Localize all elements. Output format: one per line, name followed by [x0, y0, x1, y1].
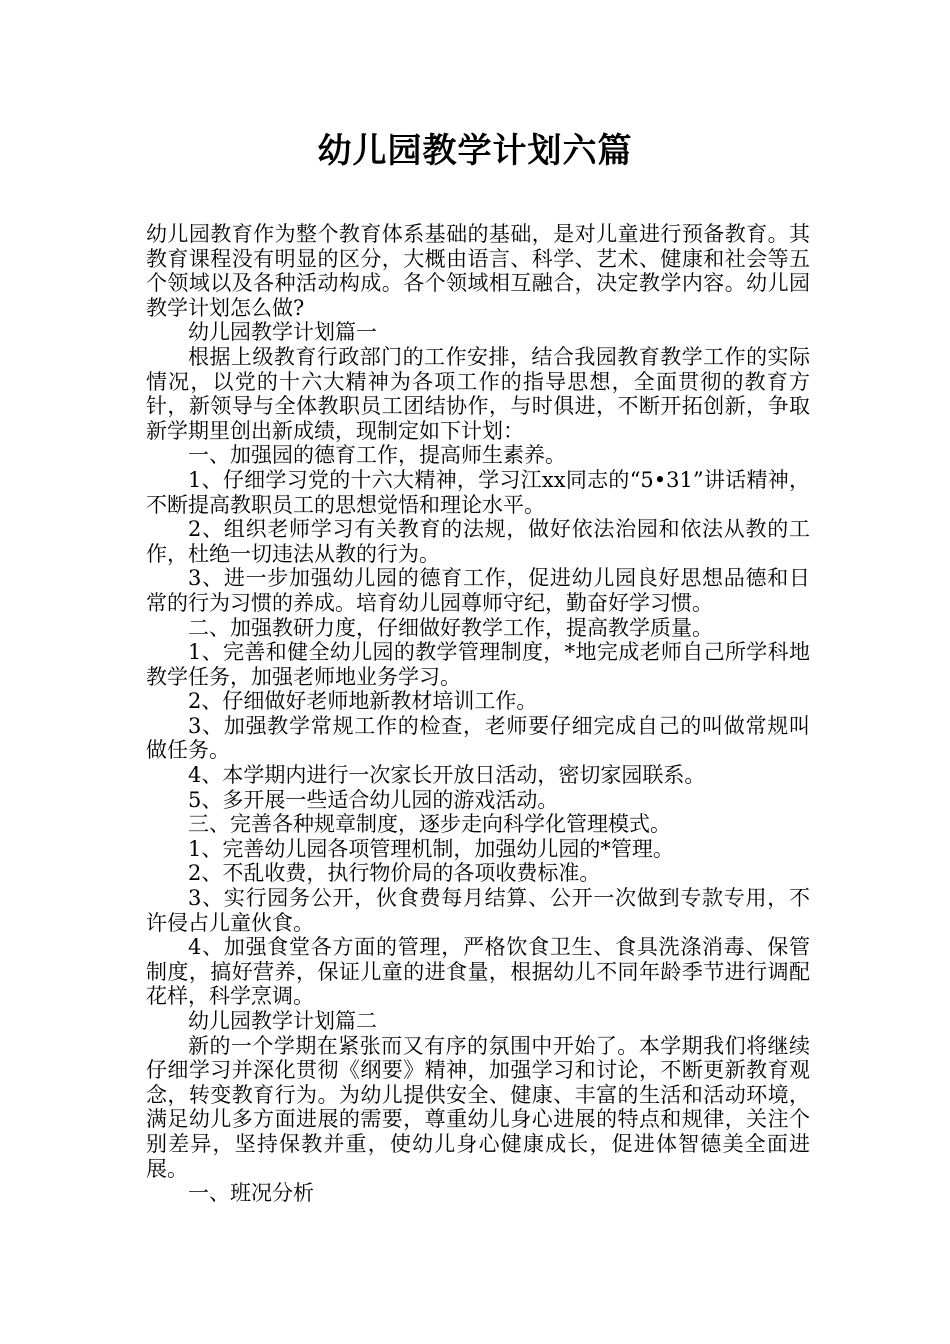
paragraph: 一、班况分析	[188, 1181, 314, 1206]
paragraph: 根据上级教育行政部门的工作安排，结合我园教育教学工作的实际情况，以党的十六大精神为各项工作的指导思想，全面贯彻的教育方针，新领导与全体教职员工团结协作，与时俱进，不断开拓创新，争取新学期里创出新成绩，现制定如下计划：	[146, 344, 810, 443]
paragraph: 5、多开展一些适合幼儿园的游戏活动。	[188, 787, 559, 812]
paragraph: 幼儿园教育作为整个教育体系基础的基础，是对儿童进行预备教育。其教育课程没有明显的区分，大概由语言、科学、艺术、健康和社会等五个领域以及各种活动构成。各个领域相互融合，决定教学内容。幼儿园教学计划怎么做?	[146, 222, 810, 320]
paragraph: 1、仔细学习党的十六大精神，学习江xx同志的“5•31”讲话精神，不断提高教职员工的思想觉悟和理论水平。	[146, 467, 810, 517]
paragraph: 3、进一步加强幼儿园的德育工作，促进幼儿园良好思想品德和日常的行为习惯的养成。培育幼儿园尊师守纪，勤奋好学习惯。	[146, 566, 810, 615]
paragraph: 幼儿园教学计划篇一	[188, 320, 377, 345]
paragraph: 4、本学期内进行一次家长开放日活动，密切家园联系。	[188, 763, 706, 788]
paragraph: 三、完善各种规章制度，逐步走向科学化管理模式。	[188, 812, 671, 837]
paragraph: 2、组织老师学习有关教育的法规，做好依法治园和依法从教的工作，杜绝一切违法从教的行为。	[146, 517, 810, 566]
paragraph: 1、完善幼儿园各项管理机制，加强幼儿园的*管理。	[188, 836, 674, 861]
paragraph: 2、仔细做好老师地新教材培训工作。	[188, 689, 538, 714]
document-body	[146, 222, 810, 1206]
paragraph: 二、加强教研力度，仔细做好教学工作，提高教学质量。	[188, 615, 713, 640]
paragraph: 幼儿园教学计划篇二	[188, 1009, 377, 1033]
document-title: 幼儿园教学计划六篇	[317, 131, 633, 171]
paragraph: 1、完善和健全幼儿园的教学管理制度，*地完成老师自己所学科地教学任务，加强老师地业务学习。	[146, 640, 810, 689]
paragraph: 3、加强教学常规工作的检查，老师要仔细完成自己的叫做常规叫做任务。	[146, 713, 810, 763]
paragraph: 一、加强园的德育工作，提高师生素养。	[188, 443, 566, 468]
paragraph: 3、实行园务公开，伙食费每月结算、公开一次做到专款专用，不许侵占儿童伙食。	[146, 886, 810, 935]
paragraph: 新的一个学期在紧张而又有序的氛围中开始了。本学期我们将继续仔细学习并深化贯彻《纲要》精神，加强学习和讨论，不断更新教育观念，转变教育行为。为幼儿提供安全、健康、丰富的生活和活动环境，满足幼儿多方面进展的需要，尊重幼儿身心进展的特点和规律，关注个别差异，坚持保教并重，使幼儿身心健康成长，促进体智德美全面进展。	[146, 1033, 810, 1181]
paragraph: 2、不乱收费，执行物价局的各项收费标准。	[188, 861, 601, 886]
paragraph: 4、加强食堂各方面的管理，严格饮食卫生、食具洗涤消毒、保管制度，搞好营养，保证儿童的进食量，根据幼儿不同年龄季节进行调配花样，科学烹调。	[146, 935, 810, 1009]
